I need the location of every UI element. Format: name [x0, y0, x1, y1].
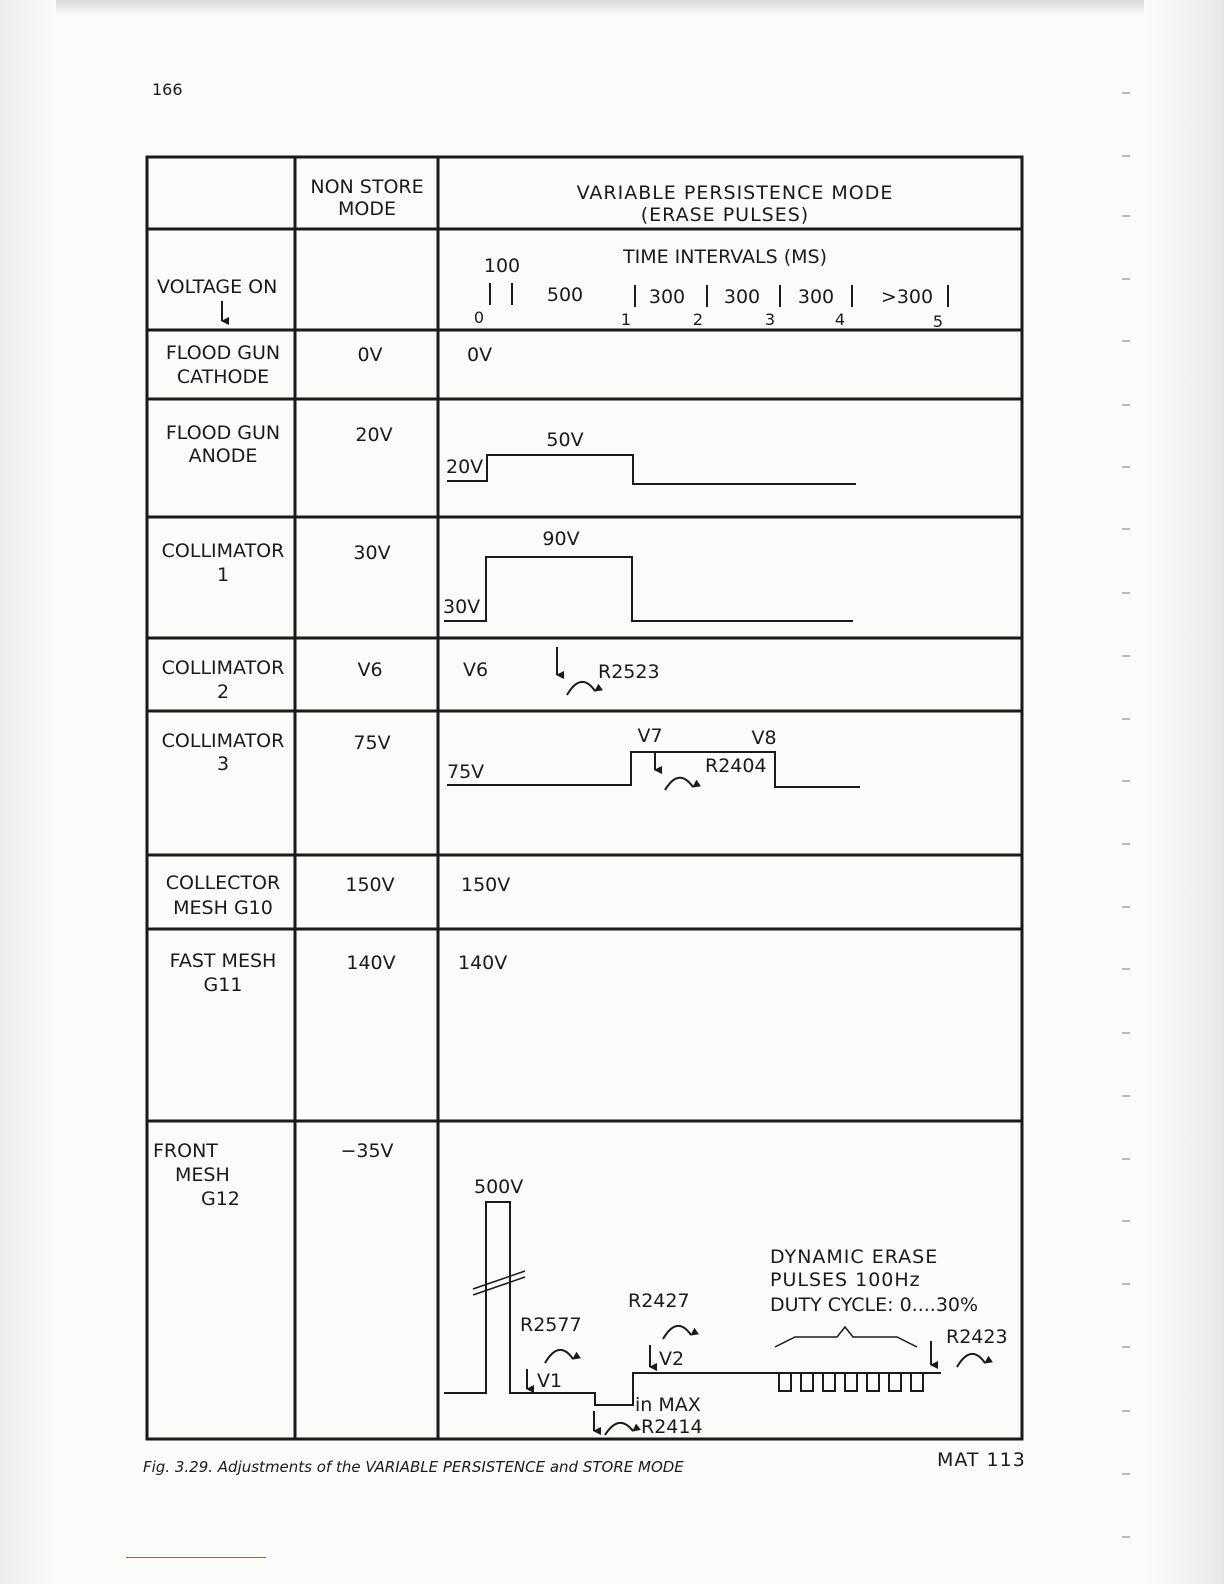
time-value-5: 300: [797, 286, 835, 308]
figure-caption: Fig. 3.29. Adjustments of the VARIABLE PERSISTENCE and STORE MODE: [143, 1458, 684, 1476]
front-mesh-peak-level: 500V: [474, 1176, 524, 1198]
time-value-6: >300: [880, 286, 934, 308]
time-tick-5: 5: [932, 312, 944, 331]
r2414-adjust-icon: [605, 1423, 633, 1435]
margin-mark: [1122, 906, 1130, 908]
dynamic-erase-line-1: DYNAMIC ERASE: [770, 1246, 939, 1268]
collimator3-adjust-label: R2404: [705, 755, 767, 777]
row-label-flood-gun-anode-2: ANODE: [188, 445, 258, 467]
reference-code: MAT 113: [937, 1449, 1026, 1471]
time-value-3: 300: [648, 286, 686, 308]
margin-mark: [1122, 215, 1130, 217]
margin-mark: [1122, 655, 1130, 657]
front-mesh-adjust-2: R2427: [628, 1290, 690, 1312]
margin-mark: [1122, 1410, 1130, 1412]
front-mesh-non-store-value: −35V: [340, 1140, 394, 1162]
collector-non-store-value: 150V: [345, 874, 395, 896]
margin-mark: [1122, 1346, 1130, 1348]
time-tick-1: 1: [620, 310, 632, 329]
margin-mark: [1122, 1536, 1130, 1538]
dynamic-erase-pulse-train: [773, 1373, 941, 1391]
margin-mark: [1122, 1095, 1130, 1097]
row-label-front-mesh-2: MESH: [175, 1164, 230, 1186]
scan-edge-top: [0, 0, 1224, 16]
front-mesh-level-1: V1: [537, 1370, 563, 1392]
time-value-4: 300: [723, 286, 761, 308]
time-tick-2: 2: [692, 310, 704, 329]
scan-edge-right: [1144, 0, 1224, 1584]
adjustment-table: [145, 155, 1025, 1445]
collimator2-non-store-value: V6: [357, 659, 383, 681]
row-label-collimator-2-1: COLLIMATOR: [161, 657, 285, 679]
cathode-non-store-value: 0V: [357, 344, 383, 366]
margin-mark: [1122, 155, 1130, 157]
anode-non-store-value: 20V: [355, 424, 393, 446]
r2423-adjust-icon: [957, 1354, 985, 1367]
header-non-store-2: MODE: [338, 198, 396, 220]
collimator1-non-store-value: 30V: [353, 542, 391, 564]
front-mesh-adjust-3b: R2414: [641, 1416, 703, 1438]
collimator3-v8-label: V8: [751, 727, 777, 749]
collimator1-high-level: 90V: [542, 528, 580, 550]
collimator2-adjust-label: R2523: [598, 661, 660, 683]
margin-mark: [1122, 780, 1130, 782]
margin-mark: [1122, 528, 1130, 530]
row-label-flood-gun-anode-1: FLOOD GUN: [165, 422, 281, 444]
cathode-variable-value: 0V: [467, 344, 493, 366]
dynamic-erase-line-2: PULSES 100Hz: [770, 1269, 921, 1291]
collimator3-non-store-value: 75V: [353, 732, 391, 754]
page-number: 166: [152, 80, 183, 99]
fast-mesh-variable-value: 140V: [458, 952, 508, 974]
time-tick-4: 4: [834, 310, 846, 329]
row-label-collimator-2-2: 2: [216, 681, 230, 703]
margin-mark: [1122, 843, 1130, 845]
time-intervals-title: TIME INTERVALS (MS): [623, 246, 827, 268]
collimator2-adjust-icon: [567, 682, 595, 695]
adjustment-figure: [145, 155, 1025, 1445]
anode-high-level: 50V: [546, 429, 584, 451]
header-variable-2: (ERASE PULSES): [640, 204, 810, 226]
front-mesh-adjust-1: R2577: [520, 1314, 582, 1336]
dynamic-erase-line-3: DUTY CYCLE: 0....30%: [770, 1294, 979, 1316]
front-mesh-adjust-4: R2423: [946, 1326, 1008, 1348]
collimator3-adjust-icon: [665, 778, 693, 790]
margin-mark: [1122, 278, 1130, 280]
time-value-2: 500: [546, 284, 584, 306]
time-tick-3: 3: [764, 310, 776, 329]
collector-variable-value: 150V: [461, 874, 511, 896]
header-non-store-1: NON STORE: [310, 176, 424, 198]
row-label-collector-mesh-2: MESH G10: [173, 897, 273, 919]
front-mesh-break-mark: [473, 1271, 525, 1295]
front-mesh-adjust-3: in MAX: [635, 1394, 701, 1416]
fast-mesh-non-store-value: 140V: [346, 952, 396, 974]
dynamic-erase-range-brace: [775, 1327, 917, 1347]
row-label-collimator-3-2: 3: [216, 753, 230, 775]
margin-mark: [1122, 404, 1130, 406]
collimator1-low-level: 30V: [443, 596, 481, 618]
scan-edge-left: [0, 0, 56, 1584]
margin-mark: [1122, 466, 1130, 468]
time-value-1: 100: [483, 255, 521, 277]
r2427-adjust-icon: [663, 1326, 691, 1339]
row-label-fast-mesh-2: G11: [203, 974, 243, 996]
margin-mark: [1122, 1158, 1130, 1160]
row-label-collimator-1-1: COLLIMATOR: [161, 540, 285, 562]
margin-mark: [1122, 718, 1130, 720]
row-label-voltage-on: VOLTAGE ON: [157, 276, 278, 298]
margin-mark: [1122, 592, 1130, 594]
front-mesh-level-2: V2: [659, 1348, 685, 1370]
margin-mark: [1122, 968, 1130, 970]
margin-mark: [1122, 340, 1130, 342]
collimator3-low-level: 75V: [447, 761, 485, 783]
margin-mark: [1122, 1283, 1130, 1285]
row-label-front-mesh-1: FRONT: [153, 1140, 218, 1162]
margin-mark: [1122, 1220, 1130, 1222]
collimator3-waveform: [447, 752, 860, 787]
collimator2-level: V6: [463, 659, 489, 681]
row-label-collimator-3-1: COLLIMATOR: [161, 730, 285, 752]
row-label-front-mesh-3: G12: [201, 1188, 240, 1210]
row-label-collector-mesh-1: COLLECTOR: [165, 872, 281, 894]
r2577-adjust-icon: [545, 1350, 573, 1363]
margin-mark: [1122, 1473, 1130, 1475]
row-label-flood-gun-cathode-2: CATHODE: [176, 366, 270, 388]
header-variable-1: VARIABLE PERSISTENCE MODE: [576, 182, 894, 204]
anode-low-level: 20V: [446, 456, 484, 478]
anode-waveform: [447, 455, 856, 484]
row-label-flood-gun-cathode-1: FLOOD GUN: [165, 342, 281, 364]
margin-mark: [1122, 92, 1130, 94]
row-label-collimator-1-2: 1: [216, 564, 230, 586]
row-label-fast-mesh-1: FAST MESH: [169, 950, 277, 972]
margin-mark: [1122, 1032, 1130, 1034]
footnote-rule: [126, 1557, 266, 1558]
collimator3-v7-label: V7: [637, 725, 663, 747]
collimator1-waveform: [444, 557, 853, 621]
time-tick-0: 0: [473, 308, 485, 327]
